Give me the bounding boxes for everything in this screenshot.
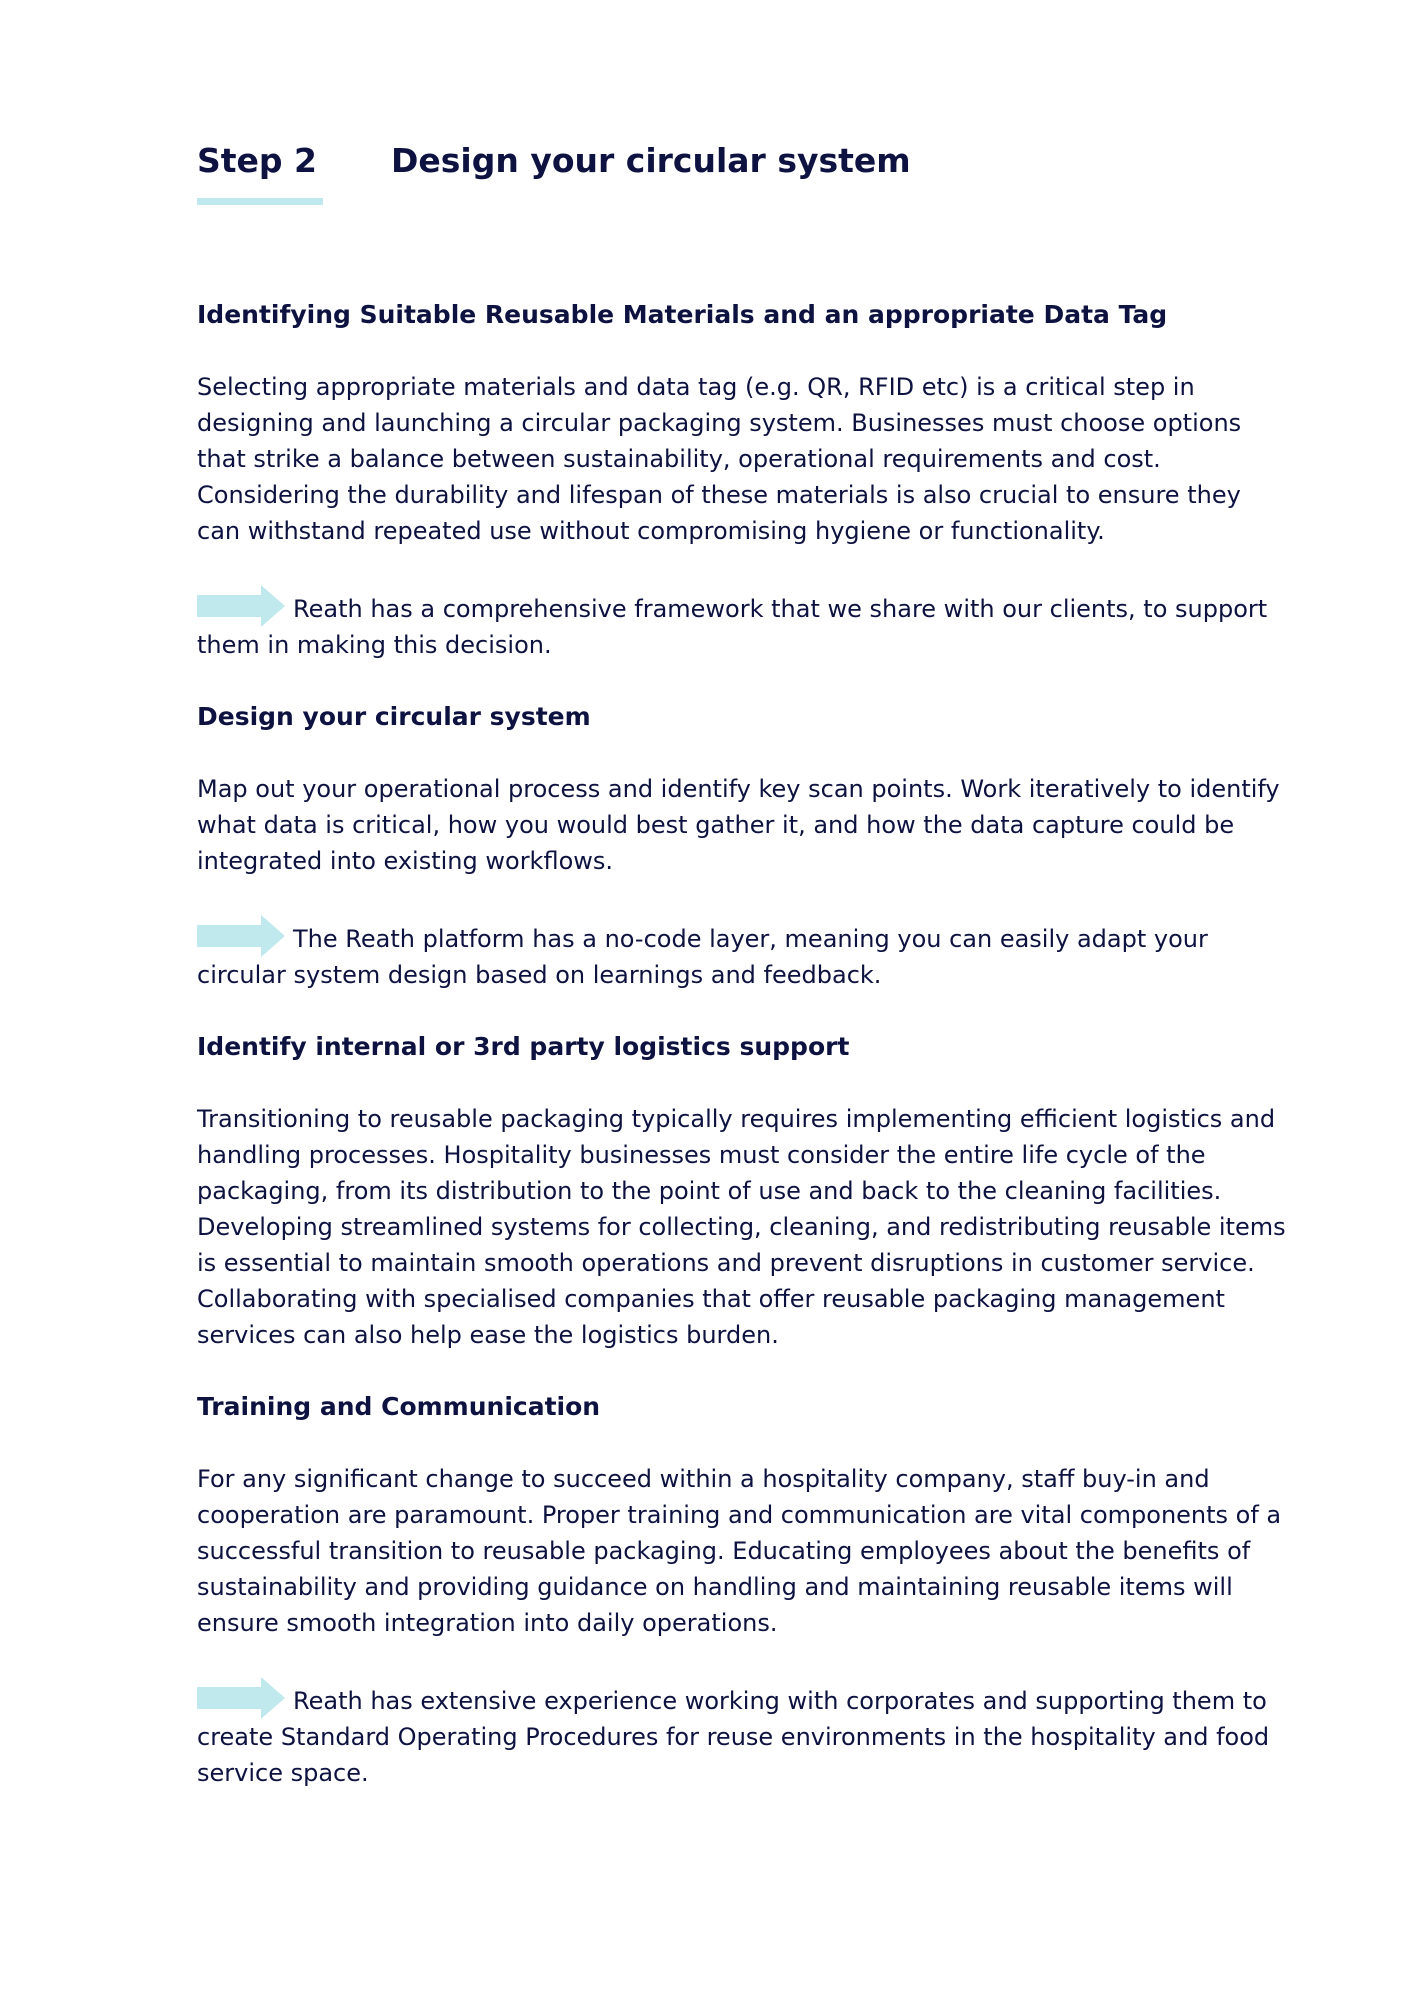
page-content: [197, 297, 1297, 1827]
step-label: Step 2: [197, 141, 317, 180]
section-materials: [197, 297, 1297, 663]
callout: [197, 585, 1287, 663]
section-heading: Design your circular system: [197, 702, 591, 731]
arrow-right-icon: [197, 915, 289, 957]
section-body: For any significant change to succeed within a hospitality company, staff buy-in and cooperation are paramount. Proper training and communication are vital components of a successful transition to reusable packaging. Educating employees about the benefits of sustainability and providing guidance on handling and maintaining reusable items will ensure smooth integration into daily operations.: [197, 1465, 1282, 1637]
callout-text: The Reath platform has a no-code layer, meaning you can easily adapt your circular system design based on learnings and feedback.: [197, 925, 1208, 989]
callout-text: Reath has extensive experience working with corporates and supporting them to create Standard Operating Procedures for reuse environments in the hospitality and food service space.: [197, 1687, 1270, 1787]
step-underline: [197, 198, 323, 205]
section-training: [197, 1389, 1297, 1791]
page-header: [197, 138, 1297, 208]
section-heading: Identifying Suitable Reusable Materials and an appropriate Data Tag: [197, 300, 1168, 329]
callout: [197, 1677, 1287, 1791]
section-body: Selecting appropriate materials and data tag (e.g. QR, RFID etc) is a critical step in designing and launching a circular packaging system. Businesses must choose options that strike a balance between sustainability, operational requirements and cost. Considering the durability and lifespan of these materials is also crucial to ensure they can withstand repeated use without compromising hygiene or functionality.: [197, 373, 1242, 545]
arrow-right-icon: [197, 1677, 289, 1719]
page-title: Design your circular system: [391, 141, 911, 180]
arrow-right-icon: [197, 585, 289, 627]
section-heading: Identify internal or 3rd party logistics support: [197, 1032, 850, 1061]
callout: [197, 915, 1287, 993]
section-design: [197, 699, 1297, 993]
section-logistics: [197, 1029, 1297, 1353]
section-body: Map out your operational process and identify key scan points. Work iteratively to identify what data is critical, how you would best gather it, and how the data capture could be integrated into existing workflows.: [197, 775, 1280, 875]
section-body: Transitioning to reusable packaging typically requires implementing efficient logistics and handling processes. Hospitality businesses must consider the entire life cycle of the packaging, from its distribution to the point of use and back to the cleaning facilities. Developing streamlined systems for collecting, cleaning, and redistributing reusable items is essential to maintain smooth operations and prevent disruptions in customer service. Collaborating with specialised companies that offer reusable packaging management services can also help ease the logistics burden.: [197, 1105, 1286, 1349]
section-heading: Training and Communication: [197, 1392, 601, 1421]
callout-text: Reath has a comprehensive framework that we share with our clients, to support them in making this decision.: [197, 595, 1268, 659]
